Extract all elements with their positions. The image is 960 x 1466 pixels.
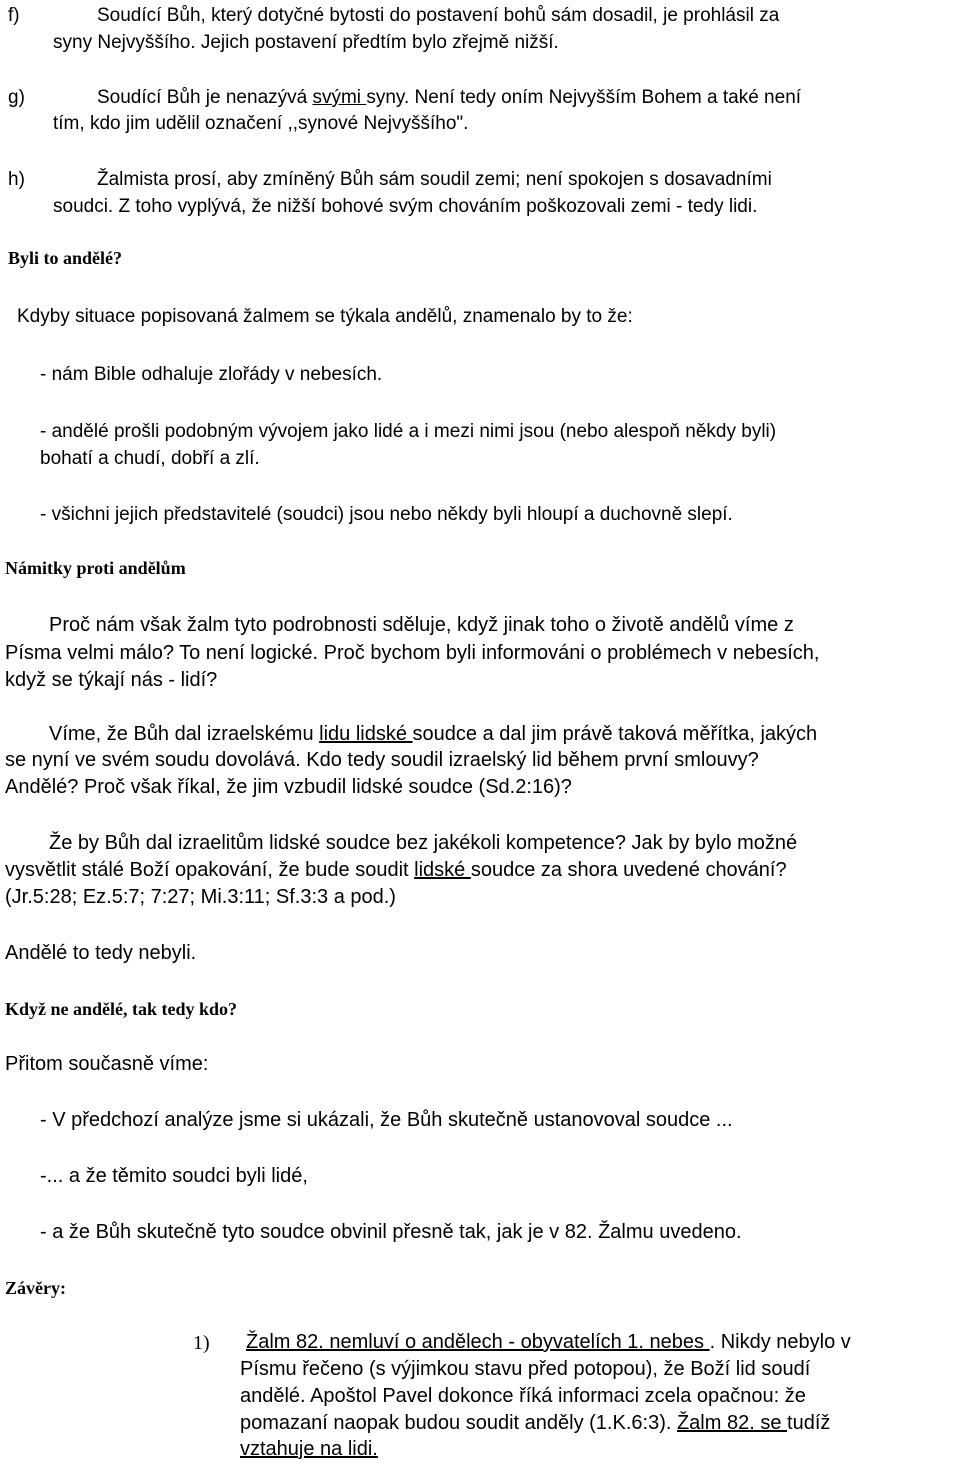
item-f-line2: syny Nejvyššího. Jejich postavení předtím bylo zřejmě nižší. xyxy=(53,32,559,53)
conclusion-1-marker: 1) xyxy=(193,1332,210,1354)
objections-p1-l3: když se týkají nás - lidí? xyxy=(5,669,218,691)
item-h-line2: soudci. Z toho vyplývá, že nižší bohové svým chováním poškozovali zemi - tedy lidi. xyxy=(53,196,758,217)
objections-p2-text-b: soudce a dal jim právě taková měřítka, jakých xyxy=(412,723,818,745)
item-g-underlined: svými xyxy=(312,87,367,108)
angels-point-1: - nám Bible odhaluje zlořády v nebesích. xyxy=(40,364,383,385)
item-g-line1-text-a: Soudící Bůh je nenazývá xyxy=(97,87,313,108)
item-h-marker: h) xyxy=(8,169,25,190)
conclusion-1-underlined-2: Žalm 82. se xyxy=(676,1412,788,1434)
conclusion-1-l1 xyxy=(246,1329,851,1356)
heading-who: Když ne andělé, tak tedy kdo? xyxy=(5,999,238,1019)
item-h-line1: Žalmista prosí, aby zmíněný Bůh sám soudil zemi; není spokojen s dosavadními xyxy=(97,169,772,190)
objections-p1-l2: Písma velmi málo? To není logické. Proč bychom byli informováni o problémech v nebesích, xyxy=(5,642,820,664)
conclusion-1-l3: andělé. Apoštol Pavel dokonce říká informaci zcela opačnou: že xyxy=(240,1385,806,1407)
angels-intro: Kdyby situace popisovaná žalmem se týkala andělů, znamenalo by to že: xyxy=(17,306,633,327)
objections-p3-underlined: lidské xyxy=(414,859,471,881)
conclusion-1-l5 xyxy=(240,1436,378,1463)
item-g-marker: g) xyxy=(8,87,25,108)
objections-p1-l1: Proč nám však žalm tyto podrobnosti sděluje, když jinak toho o životě andělů víme z xyxy=(49,614,794,636)
item-g-line1 xyxy=(97,85,801,111)
heading-conclusions: Závěry: xyxy=(5,1278,66,1298)
we-know-point-2: -... a že těmito soudci byli lidé, xyxy=(40,1165,308,1187)
objections-p2-l2: se nyní ve svém soudu dovolává. Kdo tedy soudil izraelský lid během první smlouvy? xyxy=(5,749,759,771)
objections-p3-text-b: soudce za shora uvedené chování? xyxy=(470,859,787,881)
not-angels-statement: Andělé to tedy nebyli. xyxy=(5,942,197,964)
angels-point-2-cont: bohatí a chudí, dobří a zlí. xyxy=(40,448,260,469)
objections-p2-underlined: lidu lidské xyxy=(319,723,413,745)
conclusion-1-l2: Písmu řečeno (s výjimkou stavu před potopou), že Boží lid soudí xyxy=(240,1358,811,1380)
conclusion-1-l4 xyxy=(240,1410,830,1437)
conclusion-1-l4-text-a: pomazaní naopak budou soudit anděly (1.K.6:3). xyxy=(240,1412,677,1434)
item-f-marker: f) xyxy=(8,5,20,26)
angels-point-2: - andělé prošli podobným vývojem jako lidé a i mezi nimi jsou (nebo alespoň někdy byli) xyxy=(40,421,777,442)
item-g-line1-text-b: syny. Není tedy oním Nejvyšším Bohem a také není xyxy=(366,87,802,108)
we-know-point-1: - V předchozí analýze jsme si ukázali, že Bůh skutečně ustanovoval soudce ... xyxy=(40,1109,733,1131)
item-f-line1: Soudící Bůh, který dotyčné bytosti do postavení bohů sám dosadil, je prohlásil za xyxy=(97,5,780,26)
conclusion-1-underlined-1: Žalm 82. nemluví o andělech - obyvatelích 1. nebes xyxy=(246,1331,710,1353)
objections-p3-l1: Že by Bůh dal izraelitům lidské soudce bez jakékoli kompetence? Jak by bylo možné xyxy=(49,832,798,854)
heading-objections: Námitky proti andělům xyxy=(5,558,186,578)
objections-p3-l2 xyxy=(5,857,787,884)
conclusion-1-l1-text: . Nikdy nebylo v xyxy=(709,1331,851,1353)
angels-point-3: - všichni jejich představitelé (soudci) jsou nebo někdy byli hloupí a duchovně slepí. xyxy=(40,504,733,525)
heading-angels: Byli to andělé? xyxy=(8,248,123,268)
conclusion-1-underlined-3: vztahuje na lidi. xyxy=(240,1438,378,1460)
conclusion-1-l4-text-b: tudíž xyxy=(787,1412,831,1434)
item-g-line2: tím, kdo jim udělil označení ,,synové Nejvyššího". xyxy=(53,113,469,134)
objections-p2-l1 xyxy=(49,721,817,748)
we-know-intro: Přitom současně víme: xyxy=(5,1053,209,1075)
objections-p2-l3: Andělé? Proč však říkal, že jim vzbudil lidské soudce (Sd.2:16)? xyxy=(5,776,572,798)
objections-p3-text-a: vysvětlit stálé Boží opakování, že bude soudit xyxy=(5,859,415,881)
objections-p3-l3: (Jr.5:28; Ez.5:7; 7:27; Mi.3:11; Sf.3:3 a pod.) xyxy=(5,886,396,908)
objections-p2-text-a: Víme, že Bůh dal izraelskému xyxy=(49,723,320,745)
we-know-point-3: - a že Bůh skutečně tyto soudce obvinil přesně tak, jak je v 82. Žalmu uvedeno. xyxy=(40,1221,742,1243)
